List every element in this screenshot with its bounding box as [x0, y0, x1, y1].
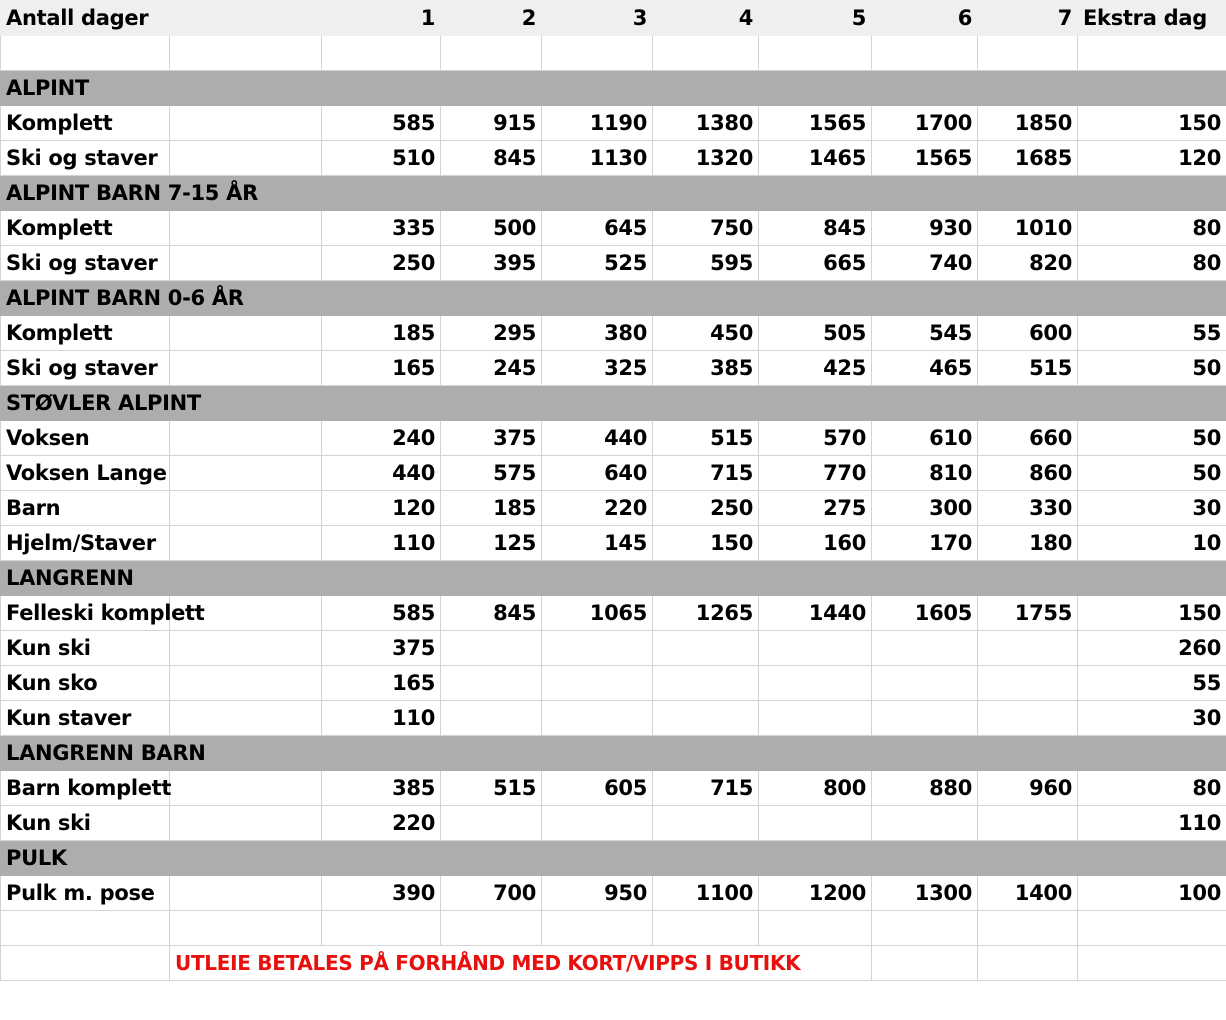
table-row [1, 106, 1226, 141]
table-row [1, 141, 1226, 176]
section-title-cell[interactable]: ALPINT BARN 7-15 ÅR [1, 176, 1226, 211]
empty-cell[interactable] [1, 911, 170, 946]
price-cell[interactable]: 700 [441, 876, 542, 911]
price-cell[interactable]: 335 [322, 211, 441, 246]
price-cell[interactable]: 600 [978, 316, 1078, 351]
table-row [1, 456, 1226, 491]
header-day-cell[interactable]: 4 [653, 1, 759, 36]
table-row [1, 526, 1226, 561]
price-cell[interactable]: 515 [441, 771, 542, 806]
price-cell[interactable]: 525 [542, 246, 653, 281]
price-cell[interactable]: 950 [542, 876, 653, 911]
empty-cell[interactable] [1, 946, 170, 981]
price-cell[interactable]: 1010 [978, 211, 1078, 246]
price-cell[interactable] [759, 701, 872, 736]
price-cell[interactable]: 515 [653, 421, 759, 456]
price-cell[interactable]: 220 [322, 806, 441, 841]
price-cell[interactable]: 715 [653, 456, 759, 491]
empty-cell[interactable] [170, 106, 322, 141]
empty-cell[interactable] [978, 911, 1078, 946]
price-cell[interactable]: 180 [978, 526, 1078, 561]
empty-cell[interactable] [170, 351, 322, 386]
header-day-cell[interactable]: 2 [441, 1, 542, 36]
price-cell[interactable]: 250 [653, 491, 759, 526]
empty-cell[interactable] [170, 421, 322, 456]
section-title-cell[interactable]: LANGRENN BARN [1, 736, 1226, 771]
empty-cell[interactable] [542, 911, 653, 946]
price-cell[interactable]: 880 [872, 771, 978, 806]
price-cell[interactable]: 125 [441, 526, 542, 561]
price-cell[interactable] [441, 631, 542, 666]
price-cell[interactable]: 645 [542, 211, 653, 246]
price-cell[interactable]: 545 [872, 316, 978, 351]
row-label-cell[interactable]: Ski og staver [1, 351, 170, 386]
row-label-cell[interactable]: Komplett [1, 106, 170, 141]
price-cell[interactable]: 1320 [653, 141, 759, 176]
empty-cell[interactable] [170, 701, 322, 736]
price-cell[interactable]: 1065 [542, 596, 653, 631]
price-cell[interactable]: 585 [322, 596, 441, 631]
empty-cell[interactable] [170, 141, 322, 176]
empty-cell[interactable] [322, 36, 441, 71]
table-row [1, 806, 1226, 841]
price-cell[interactable]: 605 [542, 771, 653, 806]
price-cell[interactable] [759, 806, 872, 841]
row-label-cell[interactable]: Barn [1, 491, 170, 526]
price-table-body [1, 1, 1226, 981]
price-cell[interactable]: 160 [759, 526, 872, 561]
empty-cell[interactable] [759, 36, 872, 71]
price-cell[interactable]: 1190 [542, 106, 653, 141]
empty-cell[interactable] [170, 666, 322, 701]
price-cell[interactable]: 1565 [872, 141, 978, 176]
price-cell[interactable]: 330 [978, 491, 1078, 526]
empty-cell[interactable] [170, 491, 322, 526]
header-day-cell[interactable]: 5 [759, 1, 872, 36]
price-cell[interactable] [542, 631, 653, 666]
price-cell[interactable]: 380 [542, 316, 653, 351]
empty-cell[interactable] [872, 911, 978, 946]
price-cell[interactable] [759, 631, 872, 666]
table-row [1, 701, 1226, 736]
blank-row [1, 36, 1226, 71]
price-cell[interactable]: 165 [322, 351, 441, 386]
section-header-row [1, 841, 1226, 876]
price-cell[interactable]: 1850 [978, 106, 1078, 141]
price-cell[interactable]: 715 [653, 771, 759, 806]
price-cell[interactable]: 120 [322, 491, 441, 526]
price-cell[interactable]: 595 [653, 246, 759, 281]
price-cell[interactable]: 1130 [542, 141, 653, 176]
header-row [1, 1, 1226, 36]
price-cell[interactable]: 150 [653, 526, 759, 561]
price-cell[interactable]: 375 [322, 631, 441, 666]
empty-cell[interactable] [542, 36, 653, 71]
table-row [1, 421, 1226, 456]
row-label-cell[interactable]: Felleski komplett [1, 596, 170, 631]
price-cell[interactable]: 575 [441, 456, 542, 491]
price-cell[interactable]: 465 [872, 351, 978, 386]
price-cell[interactable]: 1380 [653, 106, 759, 141]
price-cell[interactable] [978, 631, 1078, 666]
price-cell[interactable]: 425 [759, 351, 872, 386]
header-label-cell[interactable]: Antall dager [1, 1, 322, 36]
header-extra-cell[interactable]: Ekstra dag [1078, 1, 1226, 36]
price-cell[interactable]: 960 [978, 771, 1078, 806]
row-label-cell[interactable]: Kun ski [1, 631, 170, 666]
price-cell[interactable]: 145 [542, 526, 653, 561]
table-row [1, 631, 1226, 666]
extra-day-price-cell[interactable]: 80 [1078, 246, 1226, 281]
price-cell[interactable]: 110 [322, 701, 441, 736]
table-row [1, 246, 1226, 281]
extra-day-price-cell[interactable]: 55 [1078, 666, 1226, 701]
price-cell[interactable]: 1565 [759, 106, 872, 141]
extra-day-price-cell[interactable]: 50 [1078, 421, 1226, 456]
header-day-cell[interactable]: 6 [872, 1, 978, 36]
price-cell[interactable]: 770 [759, 456, 872, 491]
empty-cell[interactable] [170, 806, 322, 841]
price-cell[interactable]: 300 [872, 491, 978, 526]
price-cell[interactable]: 665 [759, 246, 872, 281]
header-day-cell[interactable]: 7 [978, 1, 1078, 36]
price-cell[interactable]: 915 [441, 106, 542, 141]
empty-cell[interactable] [170, 631, 322, 666]
price-cell[interactable] [978, 701, 1078, 736]
empty-cell[interactable] [1, 36, 170, 71]
blank-row [1, 911, 1226, 946]
price-cell[interactable]: 1440 [759, 596, 872, 631]
empty-cell[interactable] [170, 211, 322, 246]
price-cell[interactable]: 810 [872, 456, 978, 491]
price-cell[interactable]: 170 [872, 526, 978, 561]
price-cell[interactable]: 660 [978, 421, 1078, 456]
row-label-cell[interactable]: Hjelm/Staver [1, 526, 170, 561]
section-title-cell[interactable]: PULK [1, 841, 1226, 876]
empty-cell[interactable] [441, 911, 542, 946]
price-cell[interactable] [872, 666, 978, 701]
price-cell[interactable]: 245 [441, 351, 542, 386]
extra-day-price-cell[interactable]: 260 [1078, 631, 1226, 666]
price-cell[interactable] [441, 806, 542, 841]
extra-day-price-cell[interactable]: 80 [1078, 771, 1226, 806]
section-header-row [1, 176, 1226, 211]
empty-cell[interactable] [978, 36, 1078, 71]
extra-day-price-cell[interactable]: 50 [1078, 351, 1226, 386]
price-cell[interactable]: 515 [978, 351, 1078, 386]
empty-cell[interactable] [872, 946, 978, 981]
table-row [1, 596, 1226, 631]
empty-cell[interactable] [1078, 36, 1226, 71]
price-cell[interactable] [978, 806, 1078, 841]
header-day-cell[interactable]: 1 [322, 1, 441, 36]
price-cell[interactable]: 505 [759, 316, 872, 351]
price-cell[interactable]: 1265 [653, 596, 759, 631]
section-title-cell[interactable]: STØVLER ALPINT [1, 386, 1226, 421]
extra-day-price-cell[interactable]: 150 [1078, 596, 1226, 631]
price-cell[interactable] [759, 666, 872, 701]
table-row [1, 351, 1226, 386]
row-label-cell[interactable]: Ski og staver [1, 141, 170, 176]
price-cell[interactable]: 1100 [653, 876, 759, 911]
section-header-row [1, 736, 1226, 771]
empty-cell[interactable] [170, 771, 322, 806]
price-cell[interactable]: 640 [542, 456, 653, 491]
extra-day-price-cell[interactable]: 50 [1078, 456, 1226, 491]
price-cell[interactable]: 1200 [759, 876, 872, 911]
price-cell[interactable]: 610 [872, 421, 978, 456]
price-cell[interactable]: 440 [322, 456, 441, 491]
price-cell[interactable]: 500 [441, 211, 542, 246]
price-cell[interactable]: 750 [653, 211, 759, 246]
extra-day-price-cell[interactable]: 30 [1078, 701, 1226, 736]
price-cell[interactable]: 510 [322, 141, 441, 176]
price-cell[interactable]: 860 [978, 456, 1078, 491]
price-cell[interactable]: 295 [441, 316, 542, 351]
row-label-cell[interactable]: Pulk m. pose [1, 876, 170, 911]
empty-cell[interactable] [872, 36, 978, 71]
price-cell[interactable] [978, 666, 1078, 701]
price-cell[interactable]: 1605 [872, 596, 978, 631]
table-row [1, 771, 1226, 806]
row-label-cell[interactable]: Voksen Lange [1, 456, 170, 491]
empty-cell[interactable] [170, 876, 322, 911]
price-cell[interactable]: 165 [322, 666, 441, 701]
extra-day-price-cell[interactable]: 150 [1078, 106, 1226, 141]
price-cell[interactable]: 1300 [872, 876, 978, 911]
row-label-cell[interactable]: Komplett [1, 211, 170, 246]
price-cell[interactable]: 385 [322, 771, 441, 806]
section-header-row [1, 561, 1226, 596]
extra-day-price-cell[interactable]: 10 [1078, 526, 1226, 561]
note-row [1, 946, 1226, 981]
price-cell[interactable]: 1700 [872, 106, 978, 141]
price-cell[interactable]: 1465 [759, 141, 872, 176]
price-cell[interactable]: 325 [542, 351, 653, 386]
price-cell[interactable]: 185 [322, 316, 441, 351]
price-cell[interactable] [441, 666, 542, 701]
price-cell[interactable] [872, 701, 978, 736]
section-title-cell[interactable]: ALPINT BARN 0-6 ÅR [1, 281, 1226, 316]
price-cell[interactable]: 250 [322, 246, 441, 281]
table-row [1, 876, 1226, 911]
price-cell[interactable]: 450 [653, 316, 759, 351]
price-cell[interactable]: 1685 [978, 141, 1078, 176]
price-cell[interactable]: 1400 [978, 876, 1078, 911]
extra-day-price-cell[interactable]: 80 [1078, 211, 1226, 246]
table-row [1, 316, 1226, 351]
price-cell[interactable]: 375 [441, 421, 542, 456]
price-cell[interactable] [653, 806, 759, 841]
price-cell[interactable] [653, 666, 759, 701]
price-cell[interactable]: 585 [322, 106, 441, 141]
empty-cell[interactable] [170, 246, 322, 281]
empty-cell[interactable] [441, 36, 542, 71]
price-cell[interactable]: 220 [542, 491, 653, 526]
price-cell[interactable]: 1755 [978, 596, 1078, 631]
price-cell[interactable]: 820 [978, 246, 1078, 281]
price-cell[interactable] [542, 701, 653, 736]
extra-day-price-cell[interactable]: 110 [1078, 806, 1226, 841]
price-cell[interactable] [542, 806, 653, 841]
price-cell[interactable]: 390 [322, 876, 441, 911]
empty-cell[interactable] [170, 36, 322, 71]
empty-cell[interactable] [170, 316, 322, 351]
empty-cell[interactable] [1078, 911, 1226, 946]
section-header-row [1, 386, 1226, 421]
extra-day-price-cell[interactable]: 55 [1078, 316, 1226, 351]
price-cell[interactable]: 110 [322, 526, 441, 561]
row-label-cell[interactable]: Kun sko [1, 666, 170, 701]
price-cell[interactable]: 440 [542, 421, 653, 456]
table-row [1, 666, 1226, 701]
price-cell[interactable] [441, 701, 542, 736]
table-row [1, 211, 1226, 246]
empty-cell[interactable] [653, 911, 759, 946]
price-cell[interactable]: 395 [441, 246, 542, 281]
row-label-cell[interactable]: Komplett [1, 316, 170, 351]
header-day-cell[interactable]: 3 [542, 1, 653, 36]
section-title-cell[interactable]: ALPINT [1, 71, 1226, 106]
row-label-cell[interactable]: Kun staver [1, 701, 170, 736]
empty-cell[interactable] [653, 36, 759, 71]
empty-cell[interactable] [978, 946, 1078, 981]
section-header-row [1, 281, 1226, 316]
empty-cell[interactable] [170, 911, 322, 946]
empty-cell[interactable] [170, 526, 322, 561]
row-label-cell[interactable]: Voksen [1, 421, 170, 456]
empty-cell[interactable] [170, 456, 322, 491]
extra-day-price-cell[interactable]: 30 [1078, 491, 1226, 526]
price-cell[interactable] [872, 631, 978, 666]
price-cell[interactable]: 385 [653, 351, 759, 386]
extra-day-price-cell[interactable]: 100 [1078, 876, 1226, 911]
price-cell[interactable]: 845 [441, 141, 542, 176]
extra-day-price-cell[interactable]: 120 [1078, 141, 1226, 176]
price-cell[interactable]: 800 [759, 771, 872, 806]
empty-cell[interactable] [759, 911, 872, 946]
price-cell[interactable] [653, 631, 759, 666]
section-title-cell[interactable]: LANGRENN [1, 561, 1226, 596]
price-cell[interactable]: 275 [759, 491, 872, 526]
empty-cell[interactable] [1078, 946, 1226, 981]
price-cell[interactable] [542, 666, 653, 701]
row-label-cell[interactable]: Barn komplett [1, 771, 170, 806]
price-cell[interactable]: 240 [322, 421, 441, 456]
price-cell[interactable] [872, 806, 978, 841]
price-cell[interactable]: 845 [441, 596, 542, 631]
price-cell[interactable]: 845 [759, 211, 872, 246]
section-header-row [1, 71, 1226, 106]
payment-note[interactable]: UTLEIE BETALES PÅ FORHÅND MED KORT/VIPPS I BUTIKK [170, 946, 872, 981]
price-cell[interactable] [653, 701, 759, 736]
row-label-cell[interactable]: Kun ski [1, 806, 170, 841]
price-cell[interactable]: 570 [759, 421, 872, 456]
empty-cell[interactable] [322, 911, 441, 946]
table-row [1, 491, 1226, 526]
price-cell[interactable]: 740 [872, 246, 978, 281]
row-label-cell[interactable]: Ski og staver [1, 246, 170, 281]
price-cell[interactable]: 930 [872, 211, 978, 246]
price-cell[interactable]: 185 [441, 491, 542, 526]
